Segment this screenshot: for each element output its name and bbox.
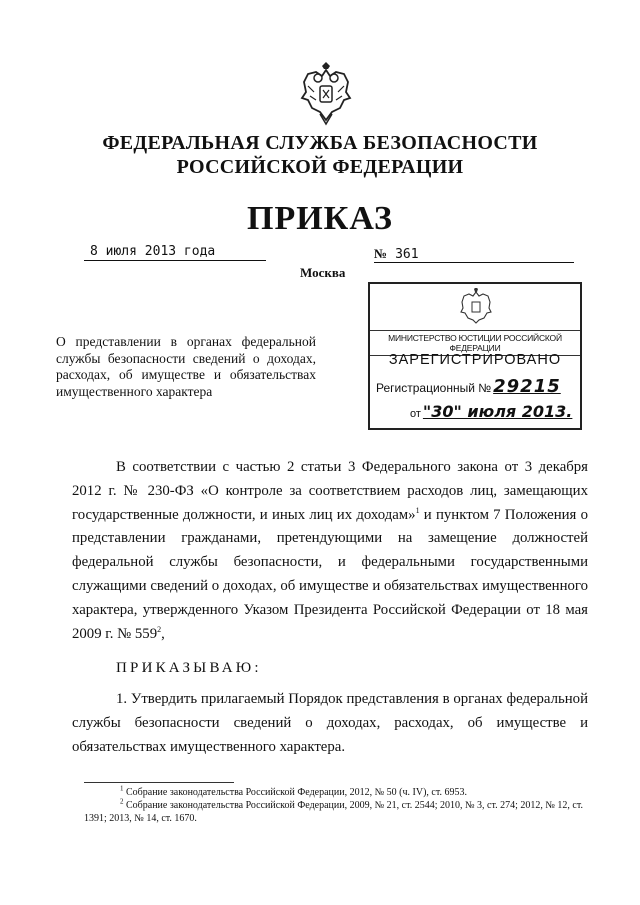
stamp-registered: ЗАРЕГИСТРИРОВАНО bbox=[388, 352, 562, 368]
stamp-date-value: "30" июля 2013. bbox=[422, 402, 573, 421]
footnote-separator bbox=[84, 782, 234, 783]
stamp-reg-number-value: 29215 bbox=[493, 376, 561, 397]
organization-name-line2: РОССИЙСКОЙ ФЕДЕРАЦИИ bbox=[176, 156, 464, 178]
document-type-title: ПРИКАЗ bbox=[247, 200, 393, 237]
footnote-2-mark: 2 bbox=[120, 797, 124, 806]
stamp-registration-number bbox=[376, 376, 576, 397]
state-emblem-icon bbox=[298, 62, 354, 126]
item-1-paragraph: 1. Утвердить прилагаемый Порядок представления в органах федеральной службы безопасности сведений о доходах, расходах, об имуществе и обязательствах имущественного характера. bbox=[72, 691, 588, 755]
preamble-part1: В соответствии с частью 2 статьи 3 Федерального закона от 3 декабря 2012 г. № 230-ФЗ «О контроле за соответствием расходов лиц, замещающих государственные должности, и иных лиц их доходам» bbox=[72, 459, 588, 523]
stamp-registration-date bbox=[410, 402, 580, 421]
stamp-date-prefix: от bbox=[410, 408, 421, 420]
footnote-ref-1: 1 bbox=[415, 505, 420, 515]
footnote-1 bbox=[84, 786, 584, 799]
order-number-value: 361 bbox=[395, 247, 419, 262]
registration-stamp bbox=[368, 282, 582, 430]
preamble-part2: и пунктом 7 Положения о представлении гражданами, претендующими на замещение должностей федеральной службы безопасности, и федеральными государственными служащими сведений о доходах, об имуществе и обязательствах имущественного характера, утвержденного Указом Президента Российской Федерации от 18 мая 2009 г. № 559 bbox=[72, 506, 588, 642]
preamble-paragraph bbox=[72, 456, 588, 646]
organization-name-line1: ФЕДЕРАЛЬНАЯ СЛУЖБА БЕЗОПАСНОСТИ bbox=[102, 132, 538, 154]
footnote-1-mark: 1 bbox=[120, 784, 124, 793]
footnote-ref-2: 2 bbox=[157, 624, 162, 634]
order-number-label: № bbox=[374, 246, 388, 261]
order-date: 8 июля 2013 года bbox=[84, 244, 266, 261]
stamp-reg-number-label: Регистрационный № bbox=[376, 381, 492, 395]
preamble-end: , bbox=[161, 625, 165, 642]
order-directive: ПРИКАЗЫВАЮ: bbox=[116, 660, 262, 676]
stamp-emblem-icon bbox=[458, 288, 494, 324]
order-number bbox=[374, 246, 574, 263]
order-subject: О представлении в органах федеральной службы безопасности сведений о доходах, расходах, об имуществе и обязательствах имущественного характера bbox=[56, 334, 316, 399]
stamp-ministry: МИНИСТЕРСТВО ЮСТИЦИИ РОССИЙСКОЙ ФЕДЕРАЦИИ bbox=[370, 330, 580, 356]
footnote-2 bbox=[84, 799, 584, 825]
footnote-1-text: Собрание законодательства Российской Федерации, 2012, № 50 (ч. IV), ст. 6953. bbox=[123, 787, 467, 798]
footnote-2-text: Собрание законодательства Российской Федерации, 2009, № 21, ст. 2544; 2010, № 3, ст. 274; 2012, № 12, ст. 1391; 2013, № 14, ст. 1670. bbox=[84, 800, 583, 824]
order-city: Москва bbox=[300, 265, 346, 280]
